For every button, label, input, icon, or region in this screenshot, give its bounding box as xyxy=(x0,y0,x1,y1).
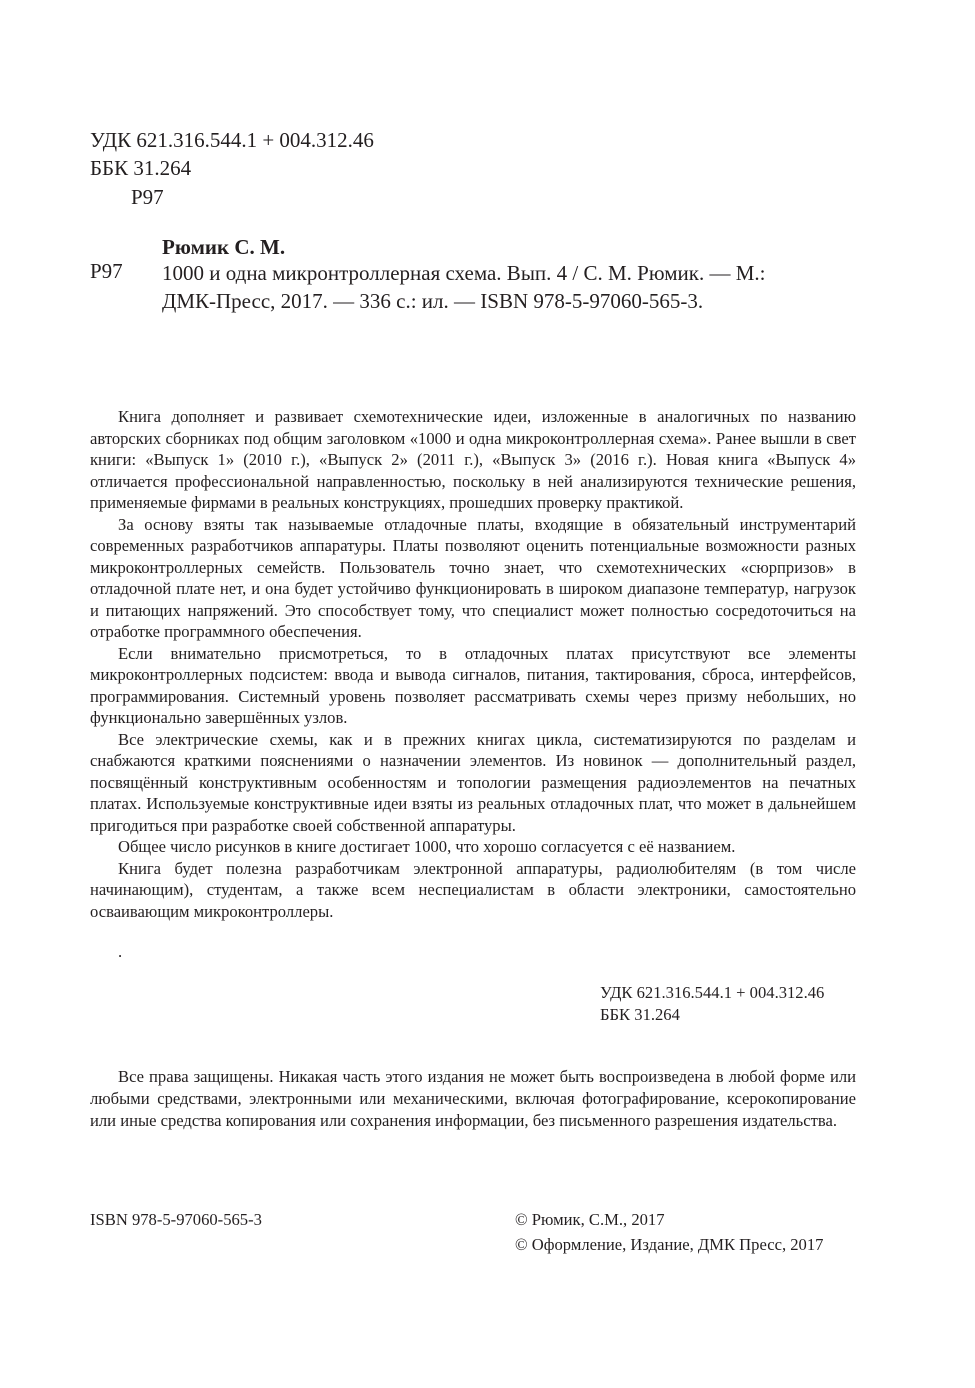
author-name: Рюмик С. М. xyxy=(162,235,286,259)
copyright-author: © Рюмик, С.М., 2017 xyxy=(515,1210,665,1229)
abstract-paragraph: Книга будет полезна разработчикам электронной аппаратуры, радиолюбителям (в том числе начинающим), студентам, а также всем неспециалистам в области электроники, самостоятельно осваивающим микроконтроллеры. xyxy=(90,858,856,921)
abstract-paragraph: За основу взяты так называемые отладочные платы, входящие в обязательный инструментарий современных разработчиков аппаратуры. Платы позволяют оценить потенциальные возможности разных микроконтроллерных семейств. Пользователь точно знает, что схемотехнических «сюрпризов» в отладочной плате нет, и она будет устойчиво функционировать в широком диапазоне температур, нагрузок и питающих напряжений. Это способствует тому, что специалист может полностью сосредоточиться на отработке программного обеспечения. xyxy=(90,514,856,641)
rights-notice: Все права защищены. Никакая часть этого издания не может быть воспроизведена в любой форме или любыми средствами, электронными или механическими, включая фотографирование, ксерокопирование или иные средства копирования или сохранения информации, без письменного разрешения издательства. xyxy=(90,1067,856,1130)
abstract xyxy=(90,406,856,922)
author-mark: Р97 xyxy=(90,259,123,283)
copyright-publisher: © Оформление, Издание, ДМК Пресс, 2017 xyxy=(515,1235,824,1254)
author-mark-header: Р97 xyxy=(131,185,164,209)
abstract-paragraph: Все электрические схемы, как и в прежних книгах цикла, систематизируются по разделам и снабжаются краткими пояснениями о назначении элементов. Из новинок — дополнительный раздел, посвящённый конструктивным особенностям и топологии размещения радиоэлементов на печатных платах. Используемые конструктивные идеи взяты из реальных отладочных плат, что может в дальнейшем пригодиться при разработке своей собственной аппаратуры. xyxy=(90,729,856,835)
abstract-paragraph: Если внимательно присмотреться, то в отладочных платах присутствуют все элементы микроконтроллерных подсистем: ввода и вывода сигналов, питания, тактирования, сброса, интерфейсов, программирования. Системный уровень позволяет рассматривать схемы через призму небольших, но функционально завершённых узлов. xyxy=(90,643,856,727)
udk-header: УДК 621.316.544.1 + 004.312.46 xyxy=(90,128,374,152)
bbk-classification: ББК 31.264 xyxy=(600,1005,680,1024)
abstract-paragraph: Книга дополняет и развивает схемотехнические идеи, изложенные в аналогичных по названию авторских сборниках под общим заголовком «1000 и одна микроконтроллерная схема». Ранее вышли в свет книги: «Выпуск 1» (2010 г.), «Выпуск 2» (2011 г.), «Выпуск 3» (2016 г.). Новая книга «Выпуск 4» отличается профессиональной направленностью, поскольку в ней анализируются технические решения, применяемые фирмами в реальных конструкциях, прошедших проверку практикой. xyxy=(90,407,856,512)
stray-dot: . xyxy=(118,942,123,961)
udk-classification: УДК 621.316.544.1 + 004.312.46 xyxy=(600,983,825,1002)
abstract-paragraph: Общее число рисунков в книге достигает 1000, что хорошо согласуется с её названием. xyxy=(118,837,736,856)
bbk-header: ББК 31.264 xyxy=(90,156,192,180)
bib-line-1: 1000 и одна микронтроллерная схема. Вып. 4 / С. М. Рюмик. — М.: xyxy=(162,261,766,285)
isbn: ISBN 978-5-97060-565-3 xyxy=(90,1210,262,1229)
bib-line-2: ДМК-Пресс, 2017. — 336 с.: ил. — ISBN 978-5-97060-565-3. xyxy=(162,289,704,313)
